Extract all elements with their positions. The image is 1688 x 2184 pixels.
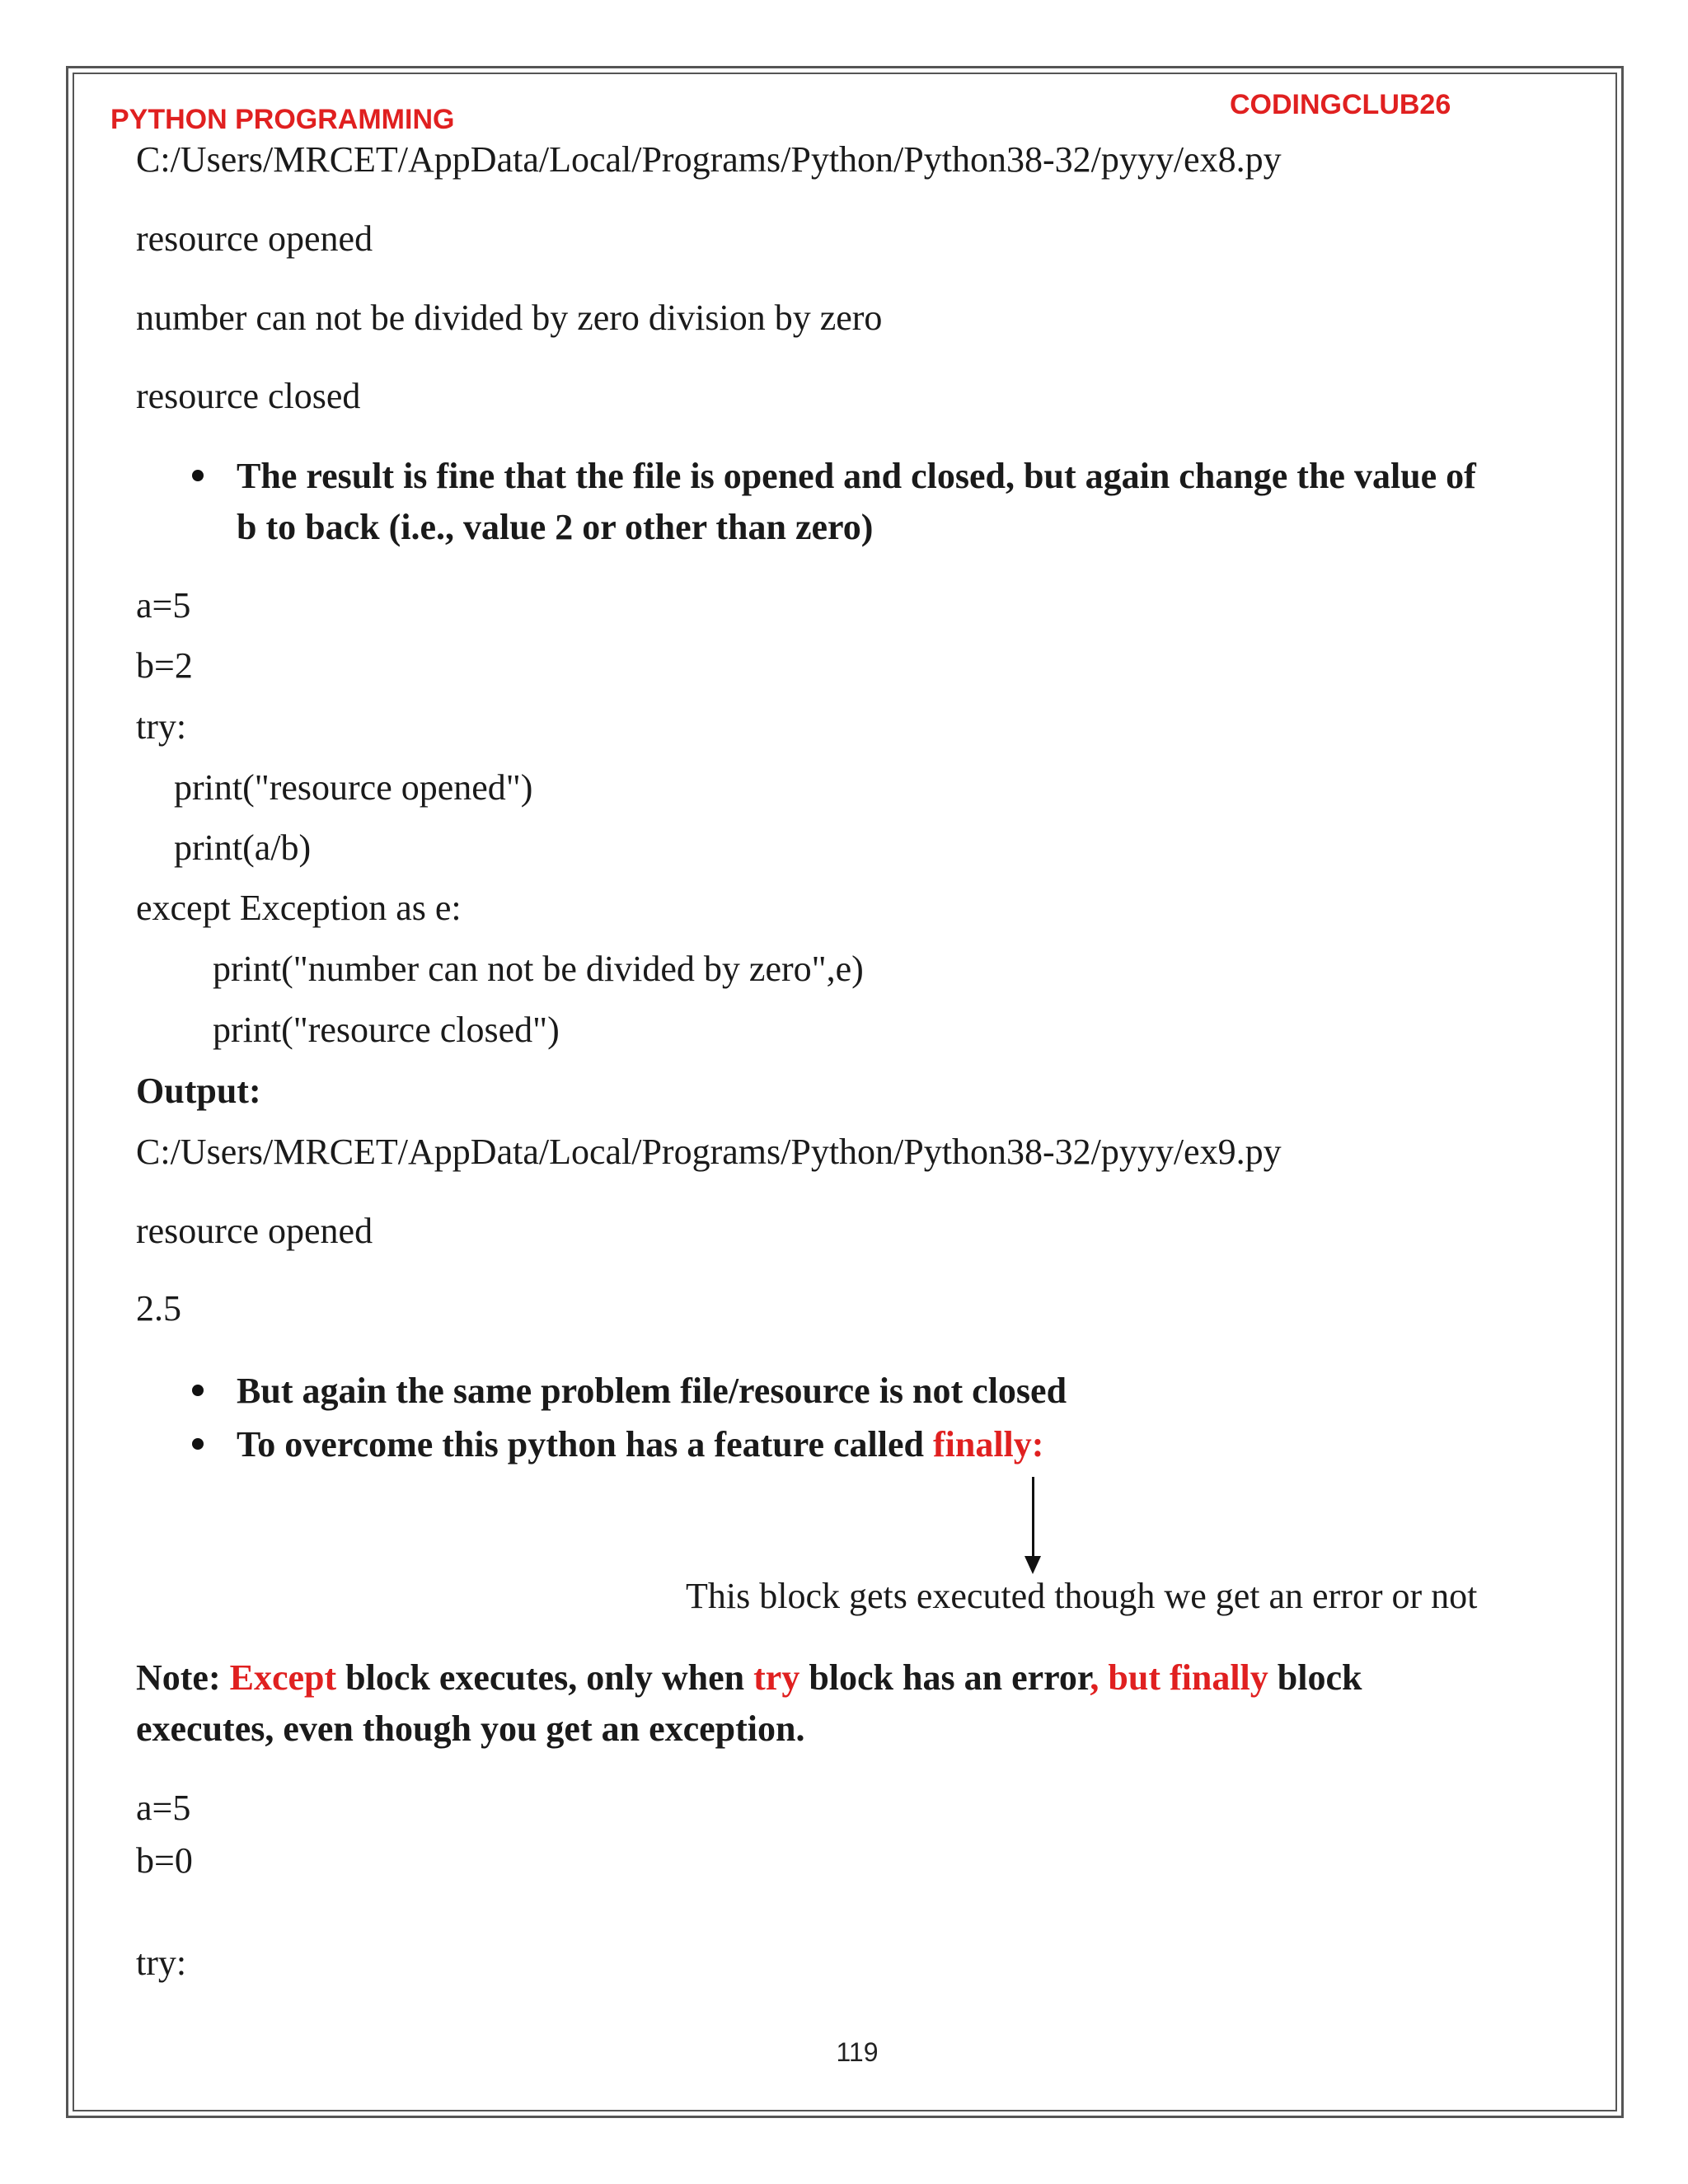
code-line: print(a/b) — [174, 827, 312, 868]
code-line: print("resource closed") — [213, 1010, 560, 1050]
bullet-marker — [192, 470, 204, 481]
output-line: 2.5 — [136, 1288, 181, 1329]
arrow-line — [1032, 1477, 1034, 1559]
bullet-marker — [192, 1438, 204, 1450]
header-right-title: CODINGCLUB26 — [1230, 89, 1451, 120]
arrow-down-icon — [1025, 1556, 1041, 1574]
keyword-but-finally: , but finally — [1090, 1657, 1268, 1698]
note-text: block — [1268, 1657, 1362, 1698]
note-text: block executes, only when — [336, 1657, 754, 1698]
output-path-ex9: C:/Users/MRCET/AppData/Local/Programs/Python/Python38-32/pyyy/ex9.py — [136, 1132, 1282, 1172]
bullet-text: But again the same problem file/resource is not closed — [237, 1371, 1067, 1411]
bullet-text — [237, 1424, 1044, 1465]
note-text: block has an error — [799, 1657, 1090, 1698]
code-line: print("number can not be divided by zero",e) — [213, 949, 864, 989]
code-line: try: — [136, 706, 187, 747]
note-line-1 — [136, 1657, 1362, 1698]
output-line: resource closed — [136, 376, 361, 416]
page-number: 119 — [836, 2037, 879, 2067]
output-path-ex8: C:/Users/MRCET/AppData/Local/Programs/Python/Python38-32/pyyy/ex8.py — [136, 139, 1282, 180]
code-line: try: — [136, 1943, 187, 1983]
bullet-marker — [192, 1385, 204, 1396]
bullet-text-main: To overcome this python has a feature called — [237, 1424, 933, 1465]
header-left-title: PYTHON PROGRAMMING — [110, 104, 455, 135]
arrow-annotation: This block gets executed though we get an error or not — [686, 1576, 1478, 1616]
note-line-2: executes, even though you get an exception. — [136, 1708, 805, 1749]
code-line: b=2 — [136, 645, 193, 686]
output-line: number can not be divided by zero division by zero — [136, 298, 883, 338]
bullet-text: The result is fine that the file is opened and closed, but again change the value of — [237, 456, 1476, 496]
code-line: a=5 — [136, 1788, 191, 1828]
output-line: resource opened — [136, 218, 373, 259]
keyword-finally: finally: — [932, 1424, 1044, 1465]
keyword-except: Except — [229, 1657, 337, 1698]
output-label: Output: — [136, 1071, 261, 1111]
note-label: Note: — [136, 1657, 230, 1698]
code-line: b=0 — [136, 1840, 193, 1881]
code-line: print("resource opened") — [174, 767, 533, 808]
code-line: a=5 — [136, 585, 191, 626]
bullet-text-continued: b to back (i.e., value 2 or other than zero) — [237, 507, 874, 547]
code-line: except Exception as e: — [136, 888, 462, 928]
keyword-try: try — [753, 1657, 800, 1698]
output-line: resource opened — [136, 1211, 373, 1251]
